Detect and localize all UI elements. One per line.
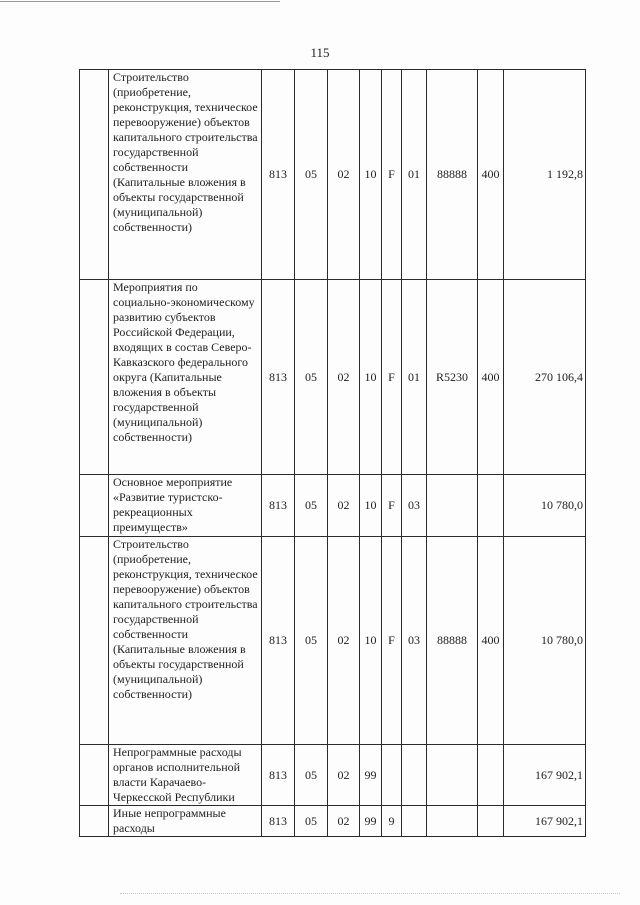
amount: 10 780,0	[504, 475, 586, 537]
program-code: 10	[360, 70, 382, 280]
direction-code	[427, 806, 478, 837]
subprogram-code	[382, 745, 402, 806]
index-cell	[80, 745, 109, 806]
amount: 270 106,4	[504, 280, 586, 475]
ministry-code: 813	[262, 537, 295, 745]
index-cell	[80, 537, 109, 745]
table-row	[80, 537, 586, 745]
expense-type-code	[478, 806, 504, 837]
subprogram-code: F	[382, 475, 402, 537]
subprogram-code: F	[382, 280, 402, 475]
event-code: 03	[402, 475, 427, 537]
section-code: 05	[295, 475, 328, 537]
event-code: 03	[402, 537, 427, 745]
direction-code: 88888	[427, 537, 478, 745]
subsection-code: 02	[328, 806, 360, 837]
event-code: 01	[402, 70, 427, 280]
budget-table	[79, 69, 586, 837]
index-cell	[80, 280, 109, 475]
subprogram-code: F	[382, 70, 402, 280]
item-name: Строительство (приобретение, реконструкция, техническое перевооружение) объектов капитального строительства государственной собственности (Капитальные вложения в объекты государственной (муниципальной) собственности)	[109, 70, 262, 280]
subsection-code: 02	[328, 745, 360, 806]
ministry-code: 813	[262, 806, 295, 837]
ministry-code: 813	[262, 475, 295, 537]
event-code	[402, 806, 427, 837]
item-name: Непрограммные расходы органов исполнительной власти Карачаево-Черкесской Республики	[109, 745, 262, 806]
program-code: 10	[360, 475, 382, 537]
amount: 167 902,1	[504, 745, 586, 806]
item-name: Основное мероприятие «Развитие туристско-рекреационных преимуществ»	[109, 475, 262, 537]
expense-type-code	[478, 745, 504, 806]
event-code	[402, 745, 427, 806]
subsection-code: 02	[328, 537, 360, 745]
amount: 1 192,8	[504, 70, 586, 280]
table-row	[80, 745, 586, 806]
program-code: 10	[360, 280, 382, 475]
amount: 10 780,0	[504, 537, 586, 745]
subsection-code: 02	[328, 475, 360, 537]
subprogram-code: 9	[382, 806, 402, 837]
direction-code: R5230	[427, 280, 478, 475]
item-name: Иные непрограммные расходы	[109, 806, 262, 837]
subsection-code: 02	[328, 70, 360, 280]
expense-type-code: 400	[478, 280, 504, 475]
page-number: 115	[310, 45, 330, 60]
index-cell	[80, 806, 109, 837]
section-code: 05	[295, 806, 328, 837]
ministry-code: 813	[262, 745, 295, 806]
item-name: Мероприятия по социально-экономическому развитию субъектов Российской Федерации, входящих в состав Северо-Кавказского федерального округа (Капитальные вложения в объекты государственной (муниципальной) собственности)	[109, 280, 262, 475]
table-row	[80, 70, 586, 280]
subprogram-code: F	[382, 537, 402, 745]
table-row	[80, 806, 586, 837]
table-row	[80, 280, 586, 475]
direction-code: 88888	[427, 70, 478, 280]
program-code: 99	[360, 806, 382, 837]
top-rule	[0, 1, 280, 2]
section-code: 05	[295, 745, 328, 806]
event-code: 01	[402, 280, 427, 475]
direction-code	[427, 475, 478, 537]
index-cell	[80, 475, 109, 537]
scan-artifact	[120, 893, 620, 894]
amount: 167 902,1	[504, 806, 586, 837]
direction-code	[427, 745, 478, 806]
expense-type-code: 400	[478, 537, 504, 745]
program-code: 99	[360, 745, 382, 806]
ministry-code: 813	[262, 280, 295, 475]
ministry-code: 813	[262, 70, 295, 280]
subsection-code: 02	[328, 280, 360, 475]
section-code: 05	[295, 280, 328, 475]
section-code: 05	[295, 70, 328, 280]
section-code: 05	[295, 537, 328, 745]
program-code: 10	[360, 537, 382, 745]
expense-type-code	[478, 475, 504, 537]
table-row	[80, 475, 586, 537]
item-name: Строительство (приобретение, реконструкция, техническое перевооружение) объектов капитального строительства государственной собственности (Капитальные вложения в объекты государственной (муниципальной) собственности)	[109, 537, 262, 745]
index-cell	[80, 70, 109, 280]
expense-type-code: 400	[478, 70, 504, 280]
